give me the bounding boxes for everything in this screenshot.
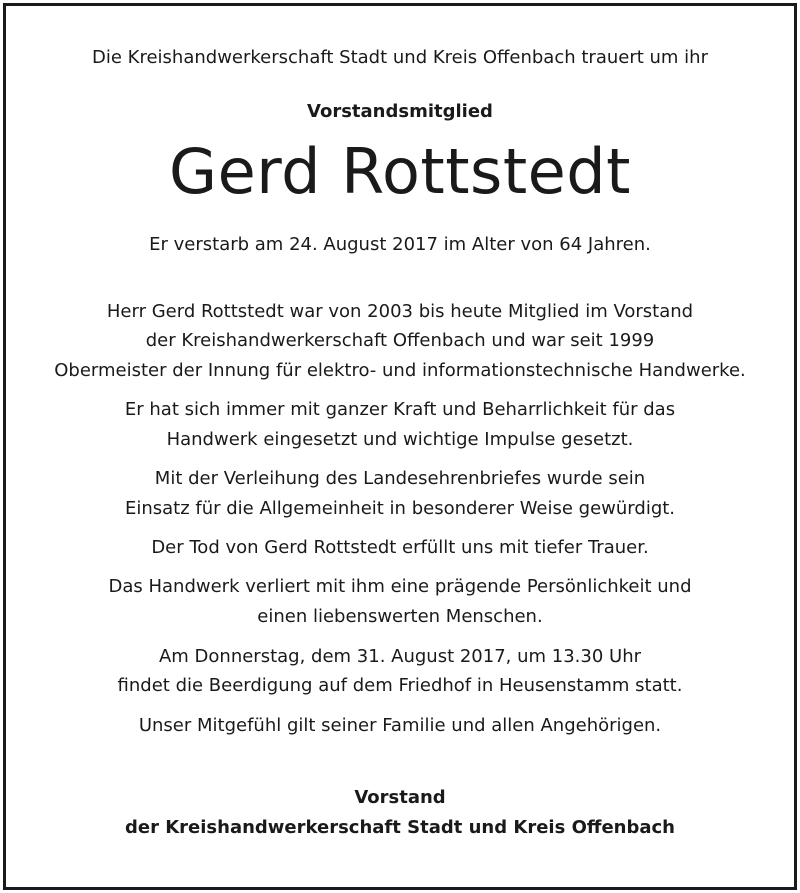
paragraph-line: Einsatz für die Allgemeinheit in besonderer Weise gewürdigt.: [124, 498, 676, 519]
paragraph-line: Er hat sich immer mit ganzer Kraft und Beharrlichkeit für das: [124, 399, 676, 420]
paragraph-line: Mit der Verleihung des Landesehrenbriefes wurde sein: [154, 468, 646, 489]
paragraph-line: Herr Gerd Rottstedt war von 2003 bis heute Mitglied im Vorstand: [106, 301, 694, 322]
signature-organization: der Kreishandwerkerschaft Stadt und Kreis Offenbach: [124, 817, 675, 838]
paragraph-line: einen liebenswerten Menschen.: [257, 606, 543, 627]
paragraph-line: Handwerk eingesetzt und wichtige Impulse gesetzt.: [166, 429, 634, 450]
paragraph-line: der Kreishandwerkerschaft Offenbach und war seit 1999: [145, 330, 655, 351]
paragraph-line: Am Donnerstag, dem 31. August 2017, um 13.30 Uhr: [158, 646, 642, 667]
intro-line: Die Kreishandwerkerschaft Stadt und Kreis Offenbach trauert um ihr: [92, 47, 708, 68]
deceased-name: Gerd Rottstedt: [169, 135, 631, 208]
signature-title: Vorstand: [354, 787, 446, 808]
paragraph-line: findet die Beerdigung auf dem Friedhof in Heusenstamm statt.: [117, 675, 683, 696]
paragraph-line: Unser Mitgefühl gilt seiner Familie und allen Angehörigen.: [138, 715, 662, 736]
role-title: Vorstandsmitglied: [307, 101, 493, 122]
death-line: Er verstarb am 24. August 2017 im Alter von 64 Jahren.: [149, 234, 651, 255]
paragraph-line: Das Handwerk verliert mit ihm eine prägende Persönlichkeit und: [108, 576, 692, 597]
paragraph-line: Obermeister der Innung für elektro- und informationstechnische Handwerke.: [54, 360, 746, 381]
paragraph-line: Der Tod von Gerd Rottstedt erfüllt uns mit tiefer Trauer.: [151, 537, 649, 558]
